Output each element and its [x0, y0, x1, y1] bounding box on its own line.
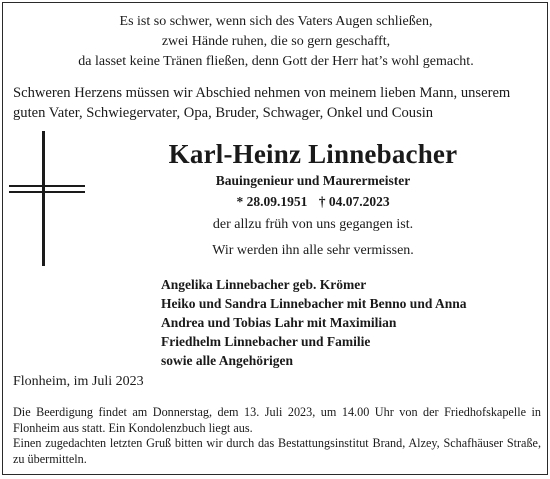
obituary-notice	[2, 2, 548, 475]
early-departure-line: der allzu früh von uns gegangen ist.	[212, 217, 414, 232]
survivor-line-1: Angelika Linnebacher geb. Krömer	[161, 277, 367, 292]
survivor-line-4: Friedhelm Linnebacher und Familie	[161, 334, 371, 349]
funeral-paragraph-1: Die Beerdigung findet am Donnerstag, dem 13. Juli 2023, um 14.00 Uhr von der Friedhofskapelle in Flonheim aus statt. Ein Kondolenzbuch liegt aus.	[13, 405, 541, 435]
life-dates	[113, 194, 513, 210]
verse-line-1: Es ist so schwer, wenn sich des Vaters Augen schließen,	[119, 14, 433, 29]
cross-icon	[9, 131, 89, 266]
intro-line-2: guten Vater, Schwiegervater, Opa, Bruder, Schwager, Onkel und Cousin	[13, 105, 434, 121]
survivor-line-3: Andrea und Tobias Lahr mit Maximilian	[161, 315, 397, 330]
survivor-line-5: sowie alle Angehörigen	[161, 353, 293, 368]
funeral-paragraph-2: Einen zugedachten letzten Gruß bitten wir durch das Bestattungsinstitut Brand, Alzey, Schafhäuser Straße, zu übermitteln.	[13, 436, 541, 466]
verse-line-2: zwei Hände ruhen, die so gern geschafft,	[161, 34, 391, 49]
profession: Bauingenieur und Maurermeister	[215, 173, 411, 188]
survivor-line-2: Heiko und Sandra Linnebacher mit Benno und Anna	[161, 296, 467, 311]
verse-line-3: da lasset keine Tränen fließen, denn Gott der Herr hat’s wohl gemacht.	[78, 54, 474, 69]
intro-line-1: Schweren Herzens müssen wir Abschied nehmen von meinem lieben Mann, unserem	[13, 85, 511, 101]
deceased-name: Karl-Heinz Linnebacher	[168, 139, 458, 169]
place-date: Flonheim, im Juli 2023	[13, 374, 144, 389]
funeral-info	[13, 405, 541, 467]
miss-line: Wir werden ihn alle sehr vermissen.	[212, 243, 414, 258]
birth-date: * 28.09.1951	[236, 194, 308, 209]
death-date: † 04.07.2023	[318, 194, 390, 209]
